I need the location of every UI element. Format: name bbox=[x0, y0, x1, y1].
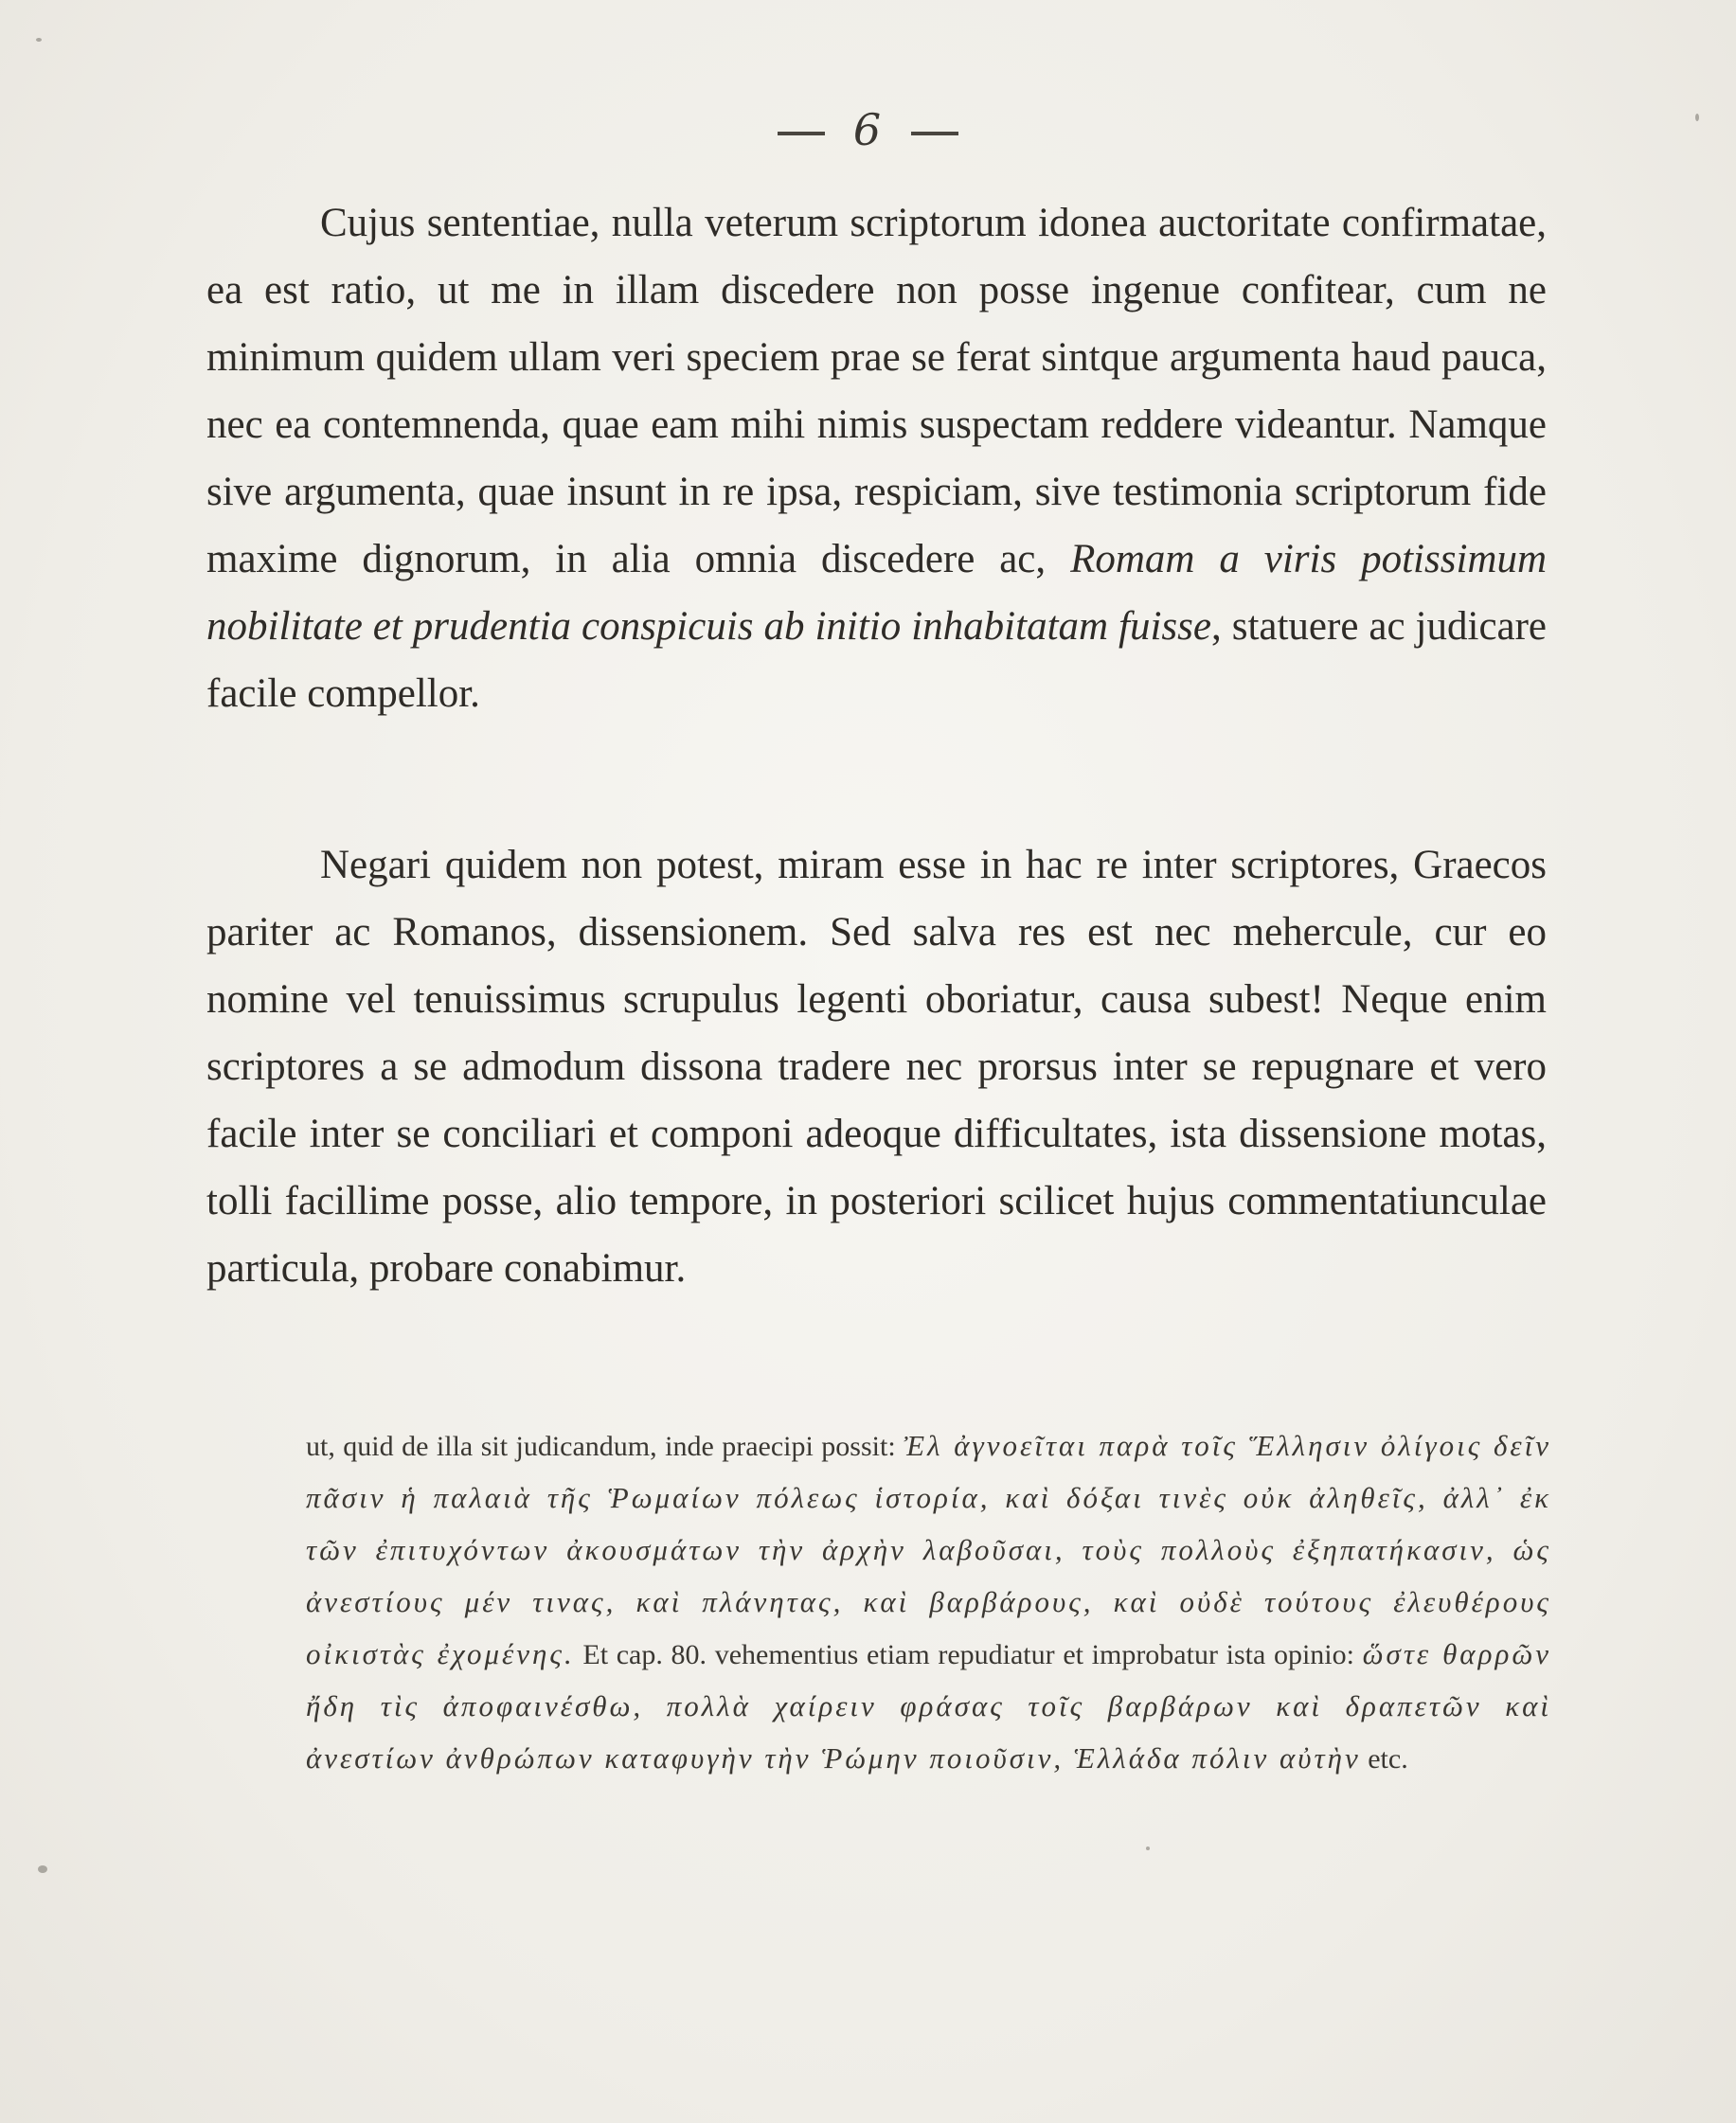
paper-speck bbox=[38, 1865, 47, 1873]
footnote-mid: Et cap. 80. vehementius etiam repudiatur et improbatur ista opinio: bbox=[574, 1639, 1363, 1670]
footnote-tail: etc. bbox=[1360, 1743, 1408, 1775]
paragraph-1-italic: Romam a viris potissimum nobilitate et prudentia conspicuis ab initio inhabitatam fuisse bbox=[206, 537, 1548, 649]
page-number: 6 bbox=[852, 104, 884, 155]
header-dash-right bbox=[911, 132, 958, 135]
paper-speck bbox=[1695, 114, 1699, 121]
header-dash-left bbox=[778, 132, 825, 135]
paragraph-1-text-a: Cujus sententiae, nulla veterum scriptorum idonea auctoritate confirmatae, ea est ratio, ut me in illam discedere non posse ingenue confitear, cum ne minimum quidem ullam veri speciem prae se ferat sintque argumenta haud pauca, nec ea contemnenda, quae eam mihi nimis suspectam reddere videantur. Namque sive argumenta, quae insunt in re ipsa, respiciam, sive testimonia scriptorum fide maxime dignorum, in alia omnia discedere ac, bbox=[206, 201, 1547, 581]
paragraph-2 bbox=[206, 831, 1547, 1302]
footnote bbox=[306, 1420, 1551, 1785]
page-header bbox=[0, 104, 1736, 155]
footnote-greek-quote-2: ὥστε θαρρῶν ἤδη τὶς ἀποφαινέσθω, πολλὰ χαίρειν φράσας τοῖς βαρβάρων καὶ δραπετῶν καὶ ἀνεστίων ἀνθρώπων καταφυγὴν τὴν Ῥώμην ποιοῦσιν, Ἑλλάδα πόλιν αὐτὴν bbox=[306, 1637, 1551, 1775]
paragraph-1 bbox=[206, 189, 1547, 727]
paragraph-1-text-b: , statuere ac judicare facile compellor. bbox=[206, 604, 1548, 716]
paper-speck bbox=[36, 38, 42, 42]
paper-speck bbox=[1146, 1846, 1150, 1850]
footnote-lead: ut, quid de illa sit judicandum, inde praecipi possit: bbox=[306, 1431, 904, 1462]
footnote-greek-quote-1: Ἐλ ἀγνοεῖται παρὰ τοῖς Ἕλλησιν ὀλίγοις δεῖν πᾶσιν ἡ παλαιὰ τῆς Ῥωμαίων πόλεως ἱστορία, καὶ δόξαι τινὲς οὐκ ἀληθεῖς, ἀλλ᾽ ἐκ τῶν ἐπιτυχόντων ἀκουσμάτων τὴν ἀρχὴν λαβοῦσαι, τοὺς πολλοὺς ἐξηπατήκασιν, ὡς ἀνεστίους μέν τινας, καὶ πλάνητας, καὶ βαρβάρους, καὶ οὐδὲ τούτους ἐλευθέρους οἰκιστὰς ἐχομένης. bbox=[306, 1429, 1551, 1670]
paragraph-2-text: Negari quidem non potest, miram esse in hac re inter scriptores, Graecos pariter ac Romanos, dissensionem. Sed salva res est nec mehercule, cur eo nomine vel tenuissimus scrupulus legenti oboriatur, causa subest! Neque enim scriptores a se admodum dissona tradere nec prorsus inter se repugnare et vero facile inter se conciliari et componi adeoque difficultates, ista dissensione motas, tolli facillime posse, alio tempore, in posteriori scilicet hujus commentatiunculae particula, probare conabimur. bbox=[206, 843, 1547, 1291]
